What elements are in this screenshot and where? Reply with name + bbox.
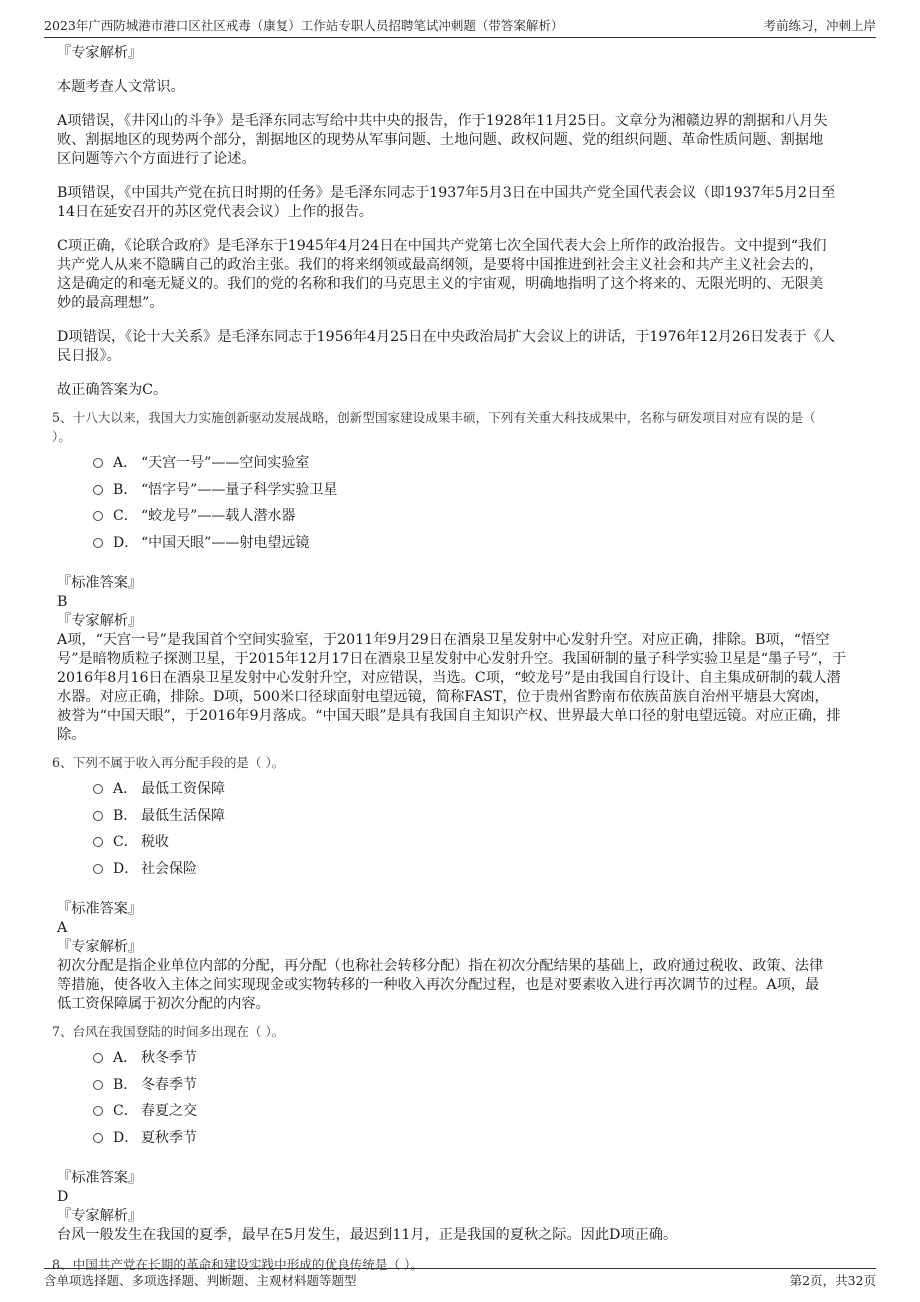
option-letter: D． xyxy=(113,534,139,551)
text-line: 号”是暗物质粒子探测卫星，于2015年12月17日在酒泉卫星发射中心发射升空。我国研制的量子科学实验卫星是“墨子号”，于 xyxy=(57,651,847,667)
option-b[interactable] xyxy=(93,477,870,504)
answer-label: 『标准答案』 xyxy=(57,575,143,591)
text-line: 这是确定的和毫无疑义的。我们的党的名称和我们的马克思主义的宇宙观，明确地指明了这个将来的、无限光明的、无限美 xyxy=(57,276,824,292)
analysis-conclusion: 故正确答案为C。 xyxy=(57,382,168,398)
option-d[interactable] xyxy=(93,530,870,557)
option-text: 春夏之交 xyxy=(141,1103,197,1119)
question-6 xyxy=(52,753,870,1014)
text-line: A项，“天宫一号”是我国首个空间实验室，于2011年9月29日在酒泉卫星发射中心发射升空。对应正确，排除。B项，“悟空 xyxy=(57,632,830,648)
option-c[interactable] xyxy=(93,1098,870,1125)
option-letter: D． xyxy=(113,860,139,877)
answer-value: A xyxy=(57,920,68,936)
option-text: 最低生活保障 xyxy=(141,807,225,824)
option-letter: A． xyxy=(113,781,138,797)
text-line: D项错误，《论十大关系》是毛泽东同志于1956年4月25日在中央政治局扩大会议上的讲话，于1976年12月26日发表于《人 xyxy=(57,329,836,345)
text-line: 初次分配是指企业单位内部的分配，再分配（也称社会转移分配）指在初次分配结果的基础上，政府通过税收、政策、法律 xyxy=(57,958,824,974)
radio-button[interactable] xyxy=(93,1053,103,1063)
text-line: 除。 xyxy=(57,727,86,743)
option-text: “天宫一号”——空间实验室 xyxy=(141,455,310,471)
page-number: 第2页，共32页 xyxy=(789,1273,876,1288)
option-text: “蛟龙号”——载人潜水器 xyxy=(141,508,296,524)
option-text: 最低工资保障 xyxy=(141,781,225,797)
option-text: 社会保险 xyxy=(141,860,197,877)
analysis-paragraph-a xyxy=(57,112,870,169)
analysis-label: 『专家解析』 xyxy=(57,45,143,61)
answer-value: D xyxy=(57,1189,69,1205)
page-content xyxy=(52,44,870,1274)
option-a[interactable] xyxy=(93,1045,870,1072)
option-text: 夏秋季节 xyxy=(141,1129,197,1146)
option-text: 税收 xyxy=(141,834,169,850)
analysis-label: 『专家解析』 xyxy=(57,613,143,629)
page-header xyxy=(44,12,876,38)
answer-value: B xyxy=(57,594,68,610)
option-d[interactable] xyxy=(93,856,870,883)
text-line: 8、中国共产党在长期的革命和建设实践中形成的优良传统是（ ）。 xyxy=(52,1257,423,1272)
radio-button[interactable] xyxy=(93,811,103,821)
radio-button[interactable] xyxy=(93,1106,103,1116)
text-line: 2016年8月16日在酒泉卫星发射中心发射升空，对应错误，当选。C项，“蛟龙号”是由我国自行设计、自主集成研制的载人潜 xyxy=(57,670,841,686)
analysis-paragraph-b xyxy=(57,184,870,222)
text-line: B项错误，《中国共产党在抗日时期的任务》是毛泽东同志于1937年5月3日在中国共产党全国代表会议（即1937年5月2日至 xyxy=(57,185,836,201)
text-line: 共产党人从来不隐瞒自己的政治主张。我们的将来纲领或最高纲领，是要将中国推进到社会主义社会和共产主义社会去的， xyxy=(57,257,824,273)
text-line: 6、下列不属于收入再分配手段的是（ ）。 xyxy=(52,755,285,770)
page-footer xyxy=(44,1268,876,1291)
option-letter: B． xyxy=(113,807,138,824)
question-stem xyxy=(52,1022,870,1041)
options-list xyxy=(93,1045,870,1151)
answer-label: 『标准答案』 xyxy=(57,901,143,917)
text-line: 水器。对应正确，排除。D项，500米口径球面射电望远镜，简称FAST，位于贵州省黔南布依族苗族自治州平塘县大窝凼， xyxy=(57,689,829,705)
text-line: 败、割据地区的现势两个部分，割据地区的现势从军事问题、土地问题、政权问题、党的组织问题、革命性质问题、割据地 xyxy=(57,132,824,148)
text-line: 区问题等六个方面进行了论述。 xyxy=(57,151,256,167)
options-list xyxy=(93,450,870,556)
option-text: 秋冬季节 xyxy=(141,1050,197,1066)
radio-button[interactable] xyxy=(93,1133,103,1143)
text-line: ）。 xyxy=(52,429,71,444)
option-letter: A． xyxy=(113,455,138,471)
analysis-text xyxy=(57,957,870,1014)
text-line: 7、台风在我国登陆的时间多出现在（ ）。 xyxy=(52,1024,285,1039)
option-c[interactable] xyxy=(93,503,870,530)
option-letter: C． xyxy=(113,1103,138,1119)
q4-analysis xyxy=(57,44,870,400)
radio-button[interactable] xyxy=(93,538,103,548)
text-line: 5、十八大以来，我国大力实施创新驱动发展战略，创新型国家建设成果丰硕，下列有关重大科技成果中，名称与研发项目对应有误的是（ xyxy=(52,410,816,425)
option-letter: B． xyxy=(113,1076,138,1093)
radio-button[interactable] xyxy=(93,864,103,874)
text-line: 等措施，使各收入主体之间实现现金或实物转移的一种收入再次分配过程，也是对要素收入进行再次调节的过程。A项，最 xyxy=(57,977,820,993)
analysis-intro: 本题考查人文常识。 xyxy=(57,79,185,95)
document-title: 2023年广西防城港市港口区社区戒毒（康复）工作站专职人员招聘笔试冲刺题（带答案解析） xyxy=(44,18,564,33)
option-letter: C． xyxy=(113,834,138,850)
option-letter: C． xyxy=(113,508,138,524)
analysis-paragraph-c xyxy=(57,237,870,313)
text-line: 妙的最高理想”。 xyxy=(57,295,164,311)
question-stem xyxy=(52,753,870,772)
header-slogan: 考前练习，冲刺上岸 xyxy=(763,18,876,33)
text-line: 低工资保障属于初次分配的内容。 xyxy=(57,996,270,1012)
radio-button[interactable] xyxy=(93,1080,103,1090)
answer-label: 『标准答案』 xyxy=(57,1170,143,1186)
option-a[interactable] xyxy=(93,776,870,803)
analysis-label: 『专家解析』 xyxy=(57,939,143,955)
text-line: 被誉为“中国天眼”，于2016年9月落成。“中国天眼”是具有我国自主知识产权、世界最大单口径的射电望远镜。对应正确，排 xyxy=(57,708,841,724)
option-a[interactable] xyxy=(93,450,870,477)
radio-button[interactable] xyxy=(93,511,103,521)
text-line: 民日报》。 xyxy=(57,348,121,364)
option-d[interactable] xyxy=(93,1125,870,1152)
analysis-text xyxy=(57,631,870,745)
option-letter: D． xyxy=(113,1129,139,1146)
option-b[interactable] xyxy=(93,803,870,830)
text-line: A项错误，《井冈山的斗争》是毛泽东同志写给中共中央的报告，作于1928年11月25日。文章分为湘赣边界的割据和八月失 xyxy=(57,113,828,129)
question-5 xyxy=(52,408,870,745)
options-list xyxy=(93,776,870,882)
option-letter: B． xyxy=(113,481,138,498)
option-letter: A． xyxy=(113,1050,138,1066)
option-b[interactable] xyxy=(93,1072,870,1099)
radio-button[interactable] xyxy=(93,837,103,847)
radio-button[interactable] xyxy=(93,485,103,495)
text-line: 14日在延安召开的苏区党代表会议）上作的报告。 xyxy=(57,204,373,220)
analysis-label: 『专家解析』 xyxy=(57,1208,143,1224)
footer-note: 含单项选择题、多项选择题、判断题、主观材料题等题型 xyxy=(44,1273,357,1288)
question-7 xyxy=(52,1022,870,1245)
option-text: “中国天眼”——射电望远镜 xyxy=(141,534,310,551)
text-line: 台风一般发生在我国的夏季，最早在5月发生，最迟到11月，正是我国的夏秋之际。因此D项正确。 xyxy=(57,1227,678,1243)
text-line: C项正确，《论联合政府》是毛泽东于1945年4月24日在中国共产党第七次全国代表大会上所作的政治报告。文中提到“我们 xyxy=(57,238,827,254)
question-stem xyxy=(52,408,870,446)
option-text: 冬春季节 xyxy=(141,1076,197,1093)
analysis-text xyxy=(57,1226,870,1245)
radio-button[interactable] xyxy=(93,784,103,794)
radio-button[interactable] xyxy=(93,458,103,468)
analysis-paragraph-d xyxy=(57,328,870,366)
option-text: “悟字号”——量子科学实验卫星 xyxy=(141,481,338,498)
option-c[interactable] xyxy=(93,829,870,856)
